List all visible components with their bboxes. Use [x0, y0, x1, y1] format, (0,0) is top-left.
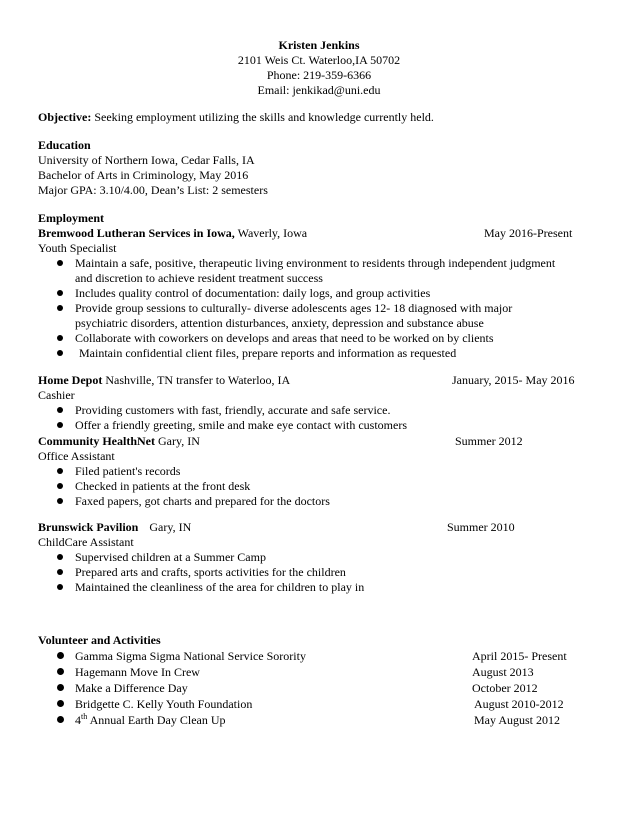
list-item: Collaborate with coworkers on develops and areas that need to be worked on by clients: [75, 331, 494, 346]
employment-heading: Employment: [38, 211, 104, 225]
education-degree: Bachelor of Arts in Criminology, May 2016: [38, 168, 249, 182]
list-item: Make a Difference Day: [75, 681, 188, 696]
list-item: Providing customers with fast, friendly, accurate and safe service.: [75, 403, 390, 418]
job-location: Gary, IN: [158, 434, 200, 448]
bullet-icon: [57, 684, 64, 691]
list-item: Prepared arts and crafts, sports activities for the children: [75, 565, 346, 580]
job-header: [38, 434, 200, 449]
job-header: [38, 520, 191, 535]
list-item: Checked in patients at the front desk: [75, 479, 250, 494]
bullet-icon: [57, 422, 63, 428]
list-item: Supervised children at a Summer Camp: [75, 550, 266, 565]
job-location: Nashville, TN transfer to Waterloo, IA: [105, 373, 291, 387]
bullet-icon: [57, 290, 63, 296]
list-item: Offer a friendly greeting, smile and make eye contact with customers: [75, 418, 407, 433]
job-dates: Summer 2012: [455, 434, 523, 448]
list-item: 4th Annual Earth Day Clean Up: [75, 713, 226, 728]
list-item-continuation: and discretion to achieve resident treatment success: [75, 271, 323, 285]
education-heading: Education: [38, 138, 91, 152]
list-item: Maintained the cleanliness of the area for children to play in: [75, 580, 364, 595]
list-item-continuation: psychiatric disorders, attention disturbances, anxiety, depression and substance abuse: [75, 316, 484, 330]
education-school: University of Northern Iowa, Cedar Falls, IA: [38, 153, 255, 167]
bullet-icon: [57, 700, 64, 707]
job-location: Waverly, Iowa: [237, 226, 308, 240]
job-title: ChildCare Assistant: [38, 535, 134, 549]
email: Email: jenkikad@uni.edu: [257, 83, 381, 97]
objective-text: Seeking employment utilizing the skills and knowledge currently held.: [94, 110, 434, 124]
volunteer-dates: August 2010-2012: [474, 697, 564, 711]
job-title: Youth Specialist: [38, 241, 117, 255]
job-title: Cashier: [38, 388, 75, 402]
bullet-icon: [57, 468, 63, 474]
job-title: Office Assistant: [38, 449, 115, 463]
bullet-icon: [57, 668, 64, 675]
candidate-name: Kristen Jenkins: [278, 38, 360, 52]
job-dates: May 2016-Present: [484, 226, 573, 240]
bullet-icon: [57, 260, 63, 266]
bullet-icon: [57, 554, 63, 560]
objective: [38, 110, 434, 125]
job-employer: Bremwood Lutheran Services in Iowa,: [38, 226, 235, 240]
bullet-icon: [57, 350, 63, 356]
volunteer-dates: August 2013: [472, 665, 534, 679]
list-item: Faxed papers, got charts and prepared for the doctors: [75, 494, 330, 509]
list-item: Includes quality control of documentation: daily logs, and group activities: [75, 286, 430, 301]
phone: Phone: 219-359-6366: [266, 68, 372, 82]
bullet-icon: [57, 498, 63, 504]
list-item: Maintain confidential client files, prepare reports and information as requested: [79, 346, 456, 361]
volunteer-heading: Volunteer and Activities: [38, 633, 161, 647]
list-item: Gamma Sigma Sigma National Service Sorority: [75, 649, 306, 664]
list-item: Provide group sessions to culturally- diverse adolescents ages 12- 18 diagnosed with major: [75, 301, 512, 316]
job-employer: Brunswick Pavilion: [38, 520, 139, 534]
bullet-icon: [57, 652, 64, 659]
bullet-icon: [57, 483, 63, 489]
objective-label: Objective:: [38, 110, 92, 124]
bullet-icon: [57, 407, 63, 413]
education-gpa: Major GPA: 3.10/4.00, Dean’s List: 2 semesters: [38, 183, 268, 197]
job-dates: Summer 2010: [447, 520, 515, 534]
bullet-icon: [57, 335, 63, 341]
volunteer-dates: October 2012: [472, 681, 538, 695]
job-dates: January, 2015- May 2016: [452, 373, 575, 387]
volunteer-dates: April 2015- Present: [472, 649, 567, 663]
list-item: Maintain a safe, positive, therapeutic living environment to residents through independent judgment: [75, 256, 555, 271]
job-header: [38, 373, 290, 388]
volunteer-dates: May August 2012: [474, 713, 561, 727]
job-location: Gary, IN: [149, 520, 192, 534]
job-employer: Community HealthNet: [38, 434, 155, 448]
list-item: Bridgette C. Kelly Youth Foundation: [75, 697, 252, 712]
list-item: Filed patient's records: [75, 464, 180, 479]
job-header: [38, 226, 307, 241]
bullet-icon: [57, 569, 63, 575]
bullet-icon: [57, 716, 64, 723]
bullet-icon: [57, 305, 63, 311]
list-item: Hagemann Move In Crew: [75, 665, 200, 680]
job-employer: Home Depot: [38, 373, 103, 387]
address: 2101 Weis Ct. Waterloo,IA 50702: [237, 53, 401, 67]
bullet-icon: [57, 584, 63, 590]
